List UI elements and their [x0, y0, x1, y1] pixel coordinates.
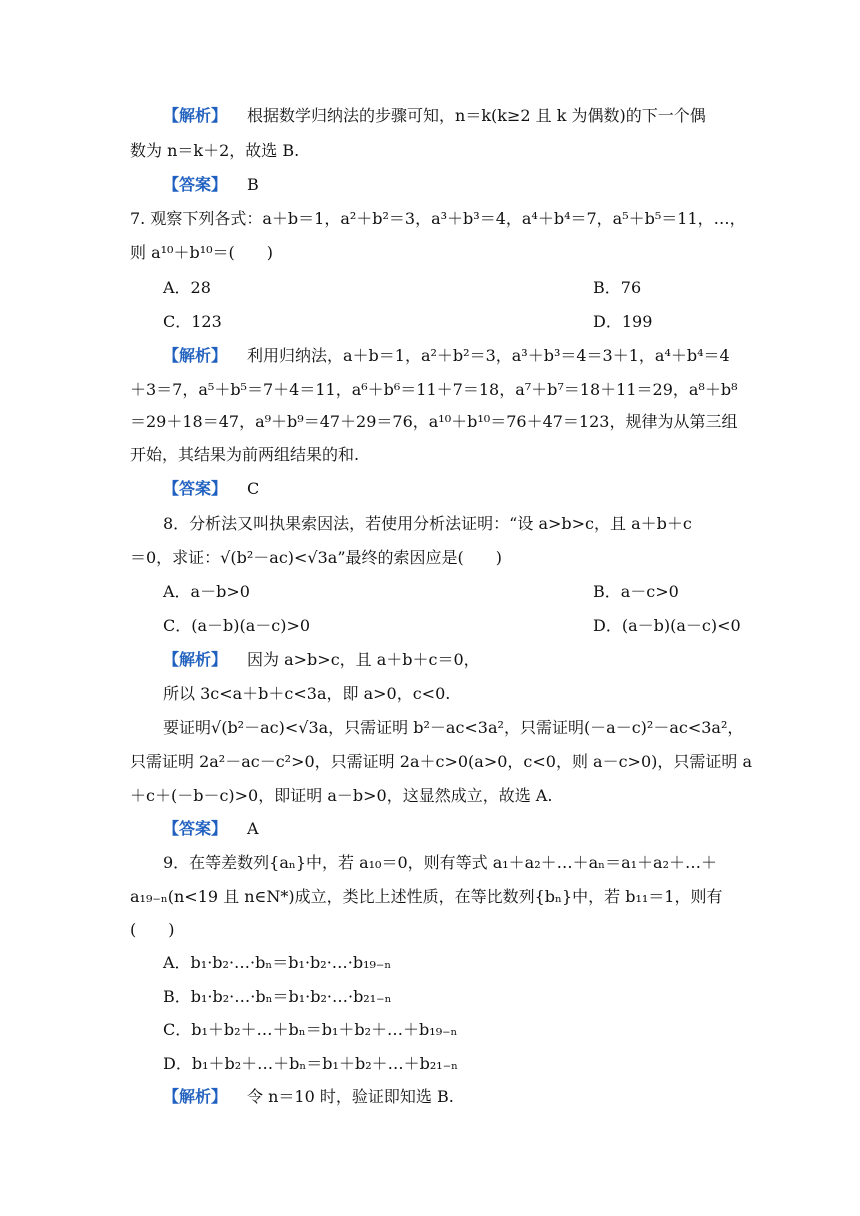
option-b: B．76 — [593, 278, 642, 297]
q6-analysis-line: 数为 n＝k＋2，故选 B. — [130, 141, 300, 160]
option-a: A．b₁·b₂·…·bₙ＝b₁·b₂·…·b₁₉₋ₙ — [163, 953, 392, 972]
q9-analysis-line: 【解析】 令 n＝10 时，验证即知选 B. — [163, 1087, 454, 1106]
q8-analysis-line: 要证明√(b²－ac)<√3a，只需证明 b²－ac<3a²，只需证明(－a－c)²－ac<3a²， — [163, 718, 744, 737]
option-a: A．a－b>0 — [163, 582, 250, 601]
option-c: C．b₁＋b₂＋…＋bₙ＝b₁＋b₂＋…＋b₁₉₋ₙ — [163, 1020, 458, 1039]
q7-analysis-line: ＋3＝7，a⁵＋b⁵＝7＋4＝11，a⁶＋b⁶＝11＋7＝18，a⁷＋b⁷＝18＋11＝29，a⁸＋b⁸ — [130, 380, 738, 399]
q8-options-row — [163, 582, 679, 602]
option-d: D．b₁＋b₂＋…＋bₙ＝b₁＋b₂＋…＋b₂₁₋ₙ — [163, 1054, 459, 1073]
analysis-tag: 【解析】 — [163, 106, 228, 125]
q8-stem: ＝0，求证：√(b²－ac)<√3a”最终的索因应是( ) — [130, 548, 503, 567]
q7-stem: 则 a¹⁰＋b¹⁰＝( ) — [130, 243, 274, 262]
q9-stem: a₁₉₋ₙ(n<19 且 n∈N*)成立，类比上述性质，在等比数列{bₙ}中，若 b₁₁＝1，则有 — [130, 887, 723, 906]
analysis-tag: 【解析】 — [163, 346, 228, 365]
q8-options-row — [163, 616, 741, 636]
analysis-tag: 【解析】 — [163, 650, 228, 669]
q8-analysis-line: 【解析】 因为 a>b>c，且 a＋b＋c＝0， — [163, 650, 480, 669]
answer-tag: 【答案】 — [163, 819, 228, 838]
q9-stem: ( ) — [130, 920, 175, 939]
q8-analysis-line: ＋c＋(－b－c)>0，即证明 a－b>0，这显然成立，故选 A. — [130, 786, 553, 805]
analysis-tag: 【解析】 — [163, 1087, 228, 1106]
q6-answer: 【答案】 B — [163, 175, 259, 194]
option-d: D．(a－b)(a－c)<0 — [593, 616, 741, 635]
q7-analysis-line: ＝29＋18＝47，a⁹＋b⁹＝47＋29＝76，a¹⁰＋b¹⁰＝76＋47＝123，规律为从第三组 — [130, 412, 738, 431]
q7-options-row — [163, 278, 642, 298]
option-b: B．b₁·b₂·…·bₙ＝b₁·b₂·…·b₂₁₋ₙ — [163, 987, 392, 1006]
q8-analysis-line: 所以 3c<a＋b＋c<3a，即 a>0，c<0. — [163, 684, 451, 703]
q9-stem: 9．在等差数列{aₙ}中，若 a₁₀＝0，则有等式 a₁＋a₂＋…＋aₙ＝a₁＋a₂＋…＋ — [163, 853, 717, 872]
option-c: C．123 — [163, 312, 222, 331]
q7-stem: 7. 观察下列各式：a＋b＝1，a²＋b²＝3，a³＋b³＝4，a⁴＋b⁴＝7，a⁵＋b⁵＝11，…， — [130, 209, 746, 228]
q7-options-row — [163, 312, 653, 332]
q7-analysis-line: 【解析】 利用归纳法，a＋b＝1，a²＋b²＝3，a³＋b³＝4＝3＋1，a⁴＋b⁴＝4 — [163, 346, 730, 365]
q7-analysis-line: 开始，其结果为前两组结果的和. — [130, 445, 360, 464]
answer-tag: 【答案】 — [163, 479, 228, 498]
q8-stem: 8．分析法又叫执果索因法，若使用分析法证明：“设 a>b>c，且 a＋b＋c — [163, 514, 692, 533]
q7-answer: 【答案】 C — [163, 479, 260, 498]
q8-analysis-line: 只需证明 2a²－ac－c²>0，只需证明 2a＋c>0(a>0，c<0，则 a－c>0)，只需证明 a — [130, 752, 752, 771]
option-b: B．a－c>0 — [593, 582, 679, 601]
answer-tag: 【答案】 — [163, 175, 228, 194]
q8-answer: 【答案】 A — [163, 819, 259, 838]
option-a: A．28 — [163, 278, 211, 297]
option-c: C．(a－b)(a－c)>0 — [163, 616, 311, 635]
option-d: D．199 — [593, 312, 653, 331]
q6-analysis-line: 【解析】 根据数学归纳法的步骤可知，n＝k(k≥2 且 k 为偶数)的下一个偶 — [163, 106, 706, 125]
